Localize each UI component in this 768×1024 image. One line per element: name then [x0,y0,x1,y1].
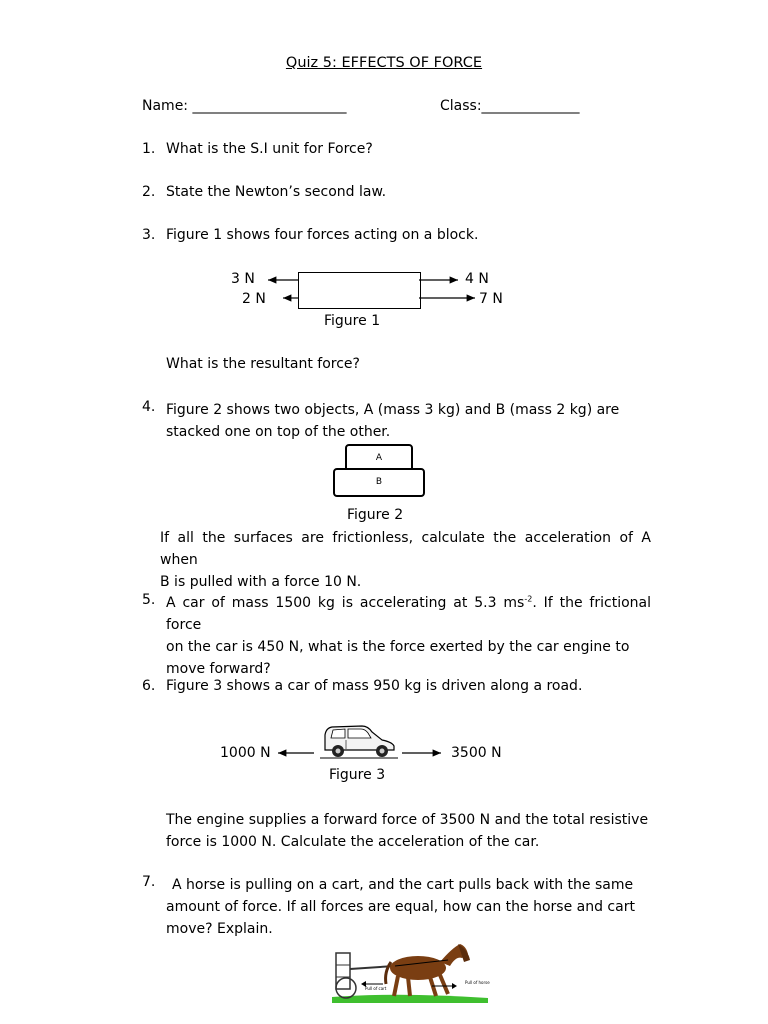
question-line: move forward? [166,661,271,677]
figure-caption: Figure 1 [324,313,381,329]
question-line: on the car is 450 N, what is the force exerted by the car engine to [166,639,630,655]
question-number: 1. [142,141,156,157]
question-number: 7. [142,874,156,890]
question-number: 3. [142,227,156,243]
question-text: What is the resultant force? [166,356,360,372]
force-label: 4 N [465,271,489,287]
question-number: 4. [142,399,156,415]
arrow-label: Pull of cart [365,986,387,991]
question-number: 5. [142,592,156,608]
block-label: A [375,453,383,463]
question-line: stacked one on top of the other. [166,424,391,440]
superscript: -2 [524,594,533,604]
question-number: 2. [142,184,156,200]
figure-caption: Figure 2 [347,507,404,523]
force-label: 2 N [242,291,266,307]
question-line: B is pulled with a force 10 N. [160,574,362,590]
question-text: Figure 1 shows four forces acting on a block. [166,227,479,243]
question-line: Figure 2 shows two objects, A (mass 3 kg) and B (mass 2 kg) are [166,402,620,418]
question-text: What is the S.I unit for Force? [166,141,373,157]
question-line: A car of mass 1500 kg is accelerating at 5.3 ms [166,595,525,611]
question-line: If all the surfaces are frictionless, calculate the acceleration of A when [160,530,651,568]
name-field-label: Name: ______________________ [142,98,347,114]
question-number: 6. [142,678,156,694]
figure-caption: Figure 3 [329,767,386,783]
force-label: 7 N [479,291,503,307]
arrow-label: Pull of horse [465,980,490,985]
class-field-label: Class:______________ [440,98,580,114]
block-label: B [375,477,383,487]
question-line: . If the frictional force [166,595,651,633]
question-text: Figure 3 shows a car of mass 950 kg is driven along a road. [166,678,583,694]
question-line: force is 1000 N. Calculate the acceleration of the car. [166,834,540,850]
question-line: The engine supplies a forward force of 3500 N and the total resistive [166,812,649,828]
question-text: State the Newton’s second law. [166,184,387,200]
question-line: amount of force. If all forces are equal, how can the horse and cart [166,899,635,915]
force-label: 3500 N [451,745,502,761]
force-label: 1000 N [220,745,271,761]
question-line: move? Explain. [166,921,273,937]
question-line: A horse is pulling on a cart, and the cart pulls back with the same [172,877,634,893]
force-label: 3 N [231,271,255,287]
page-title: Quiz 5: EFFECTS OF FORCE [285,55,483,71]
